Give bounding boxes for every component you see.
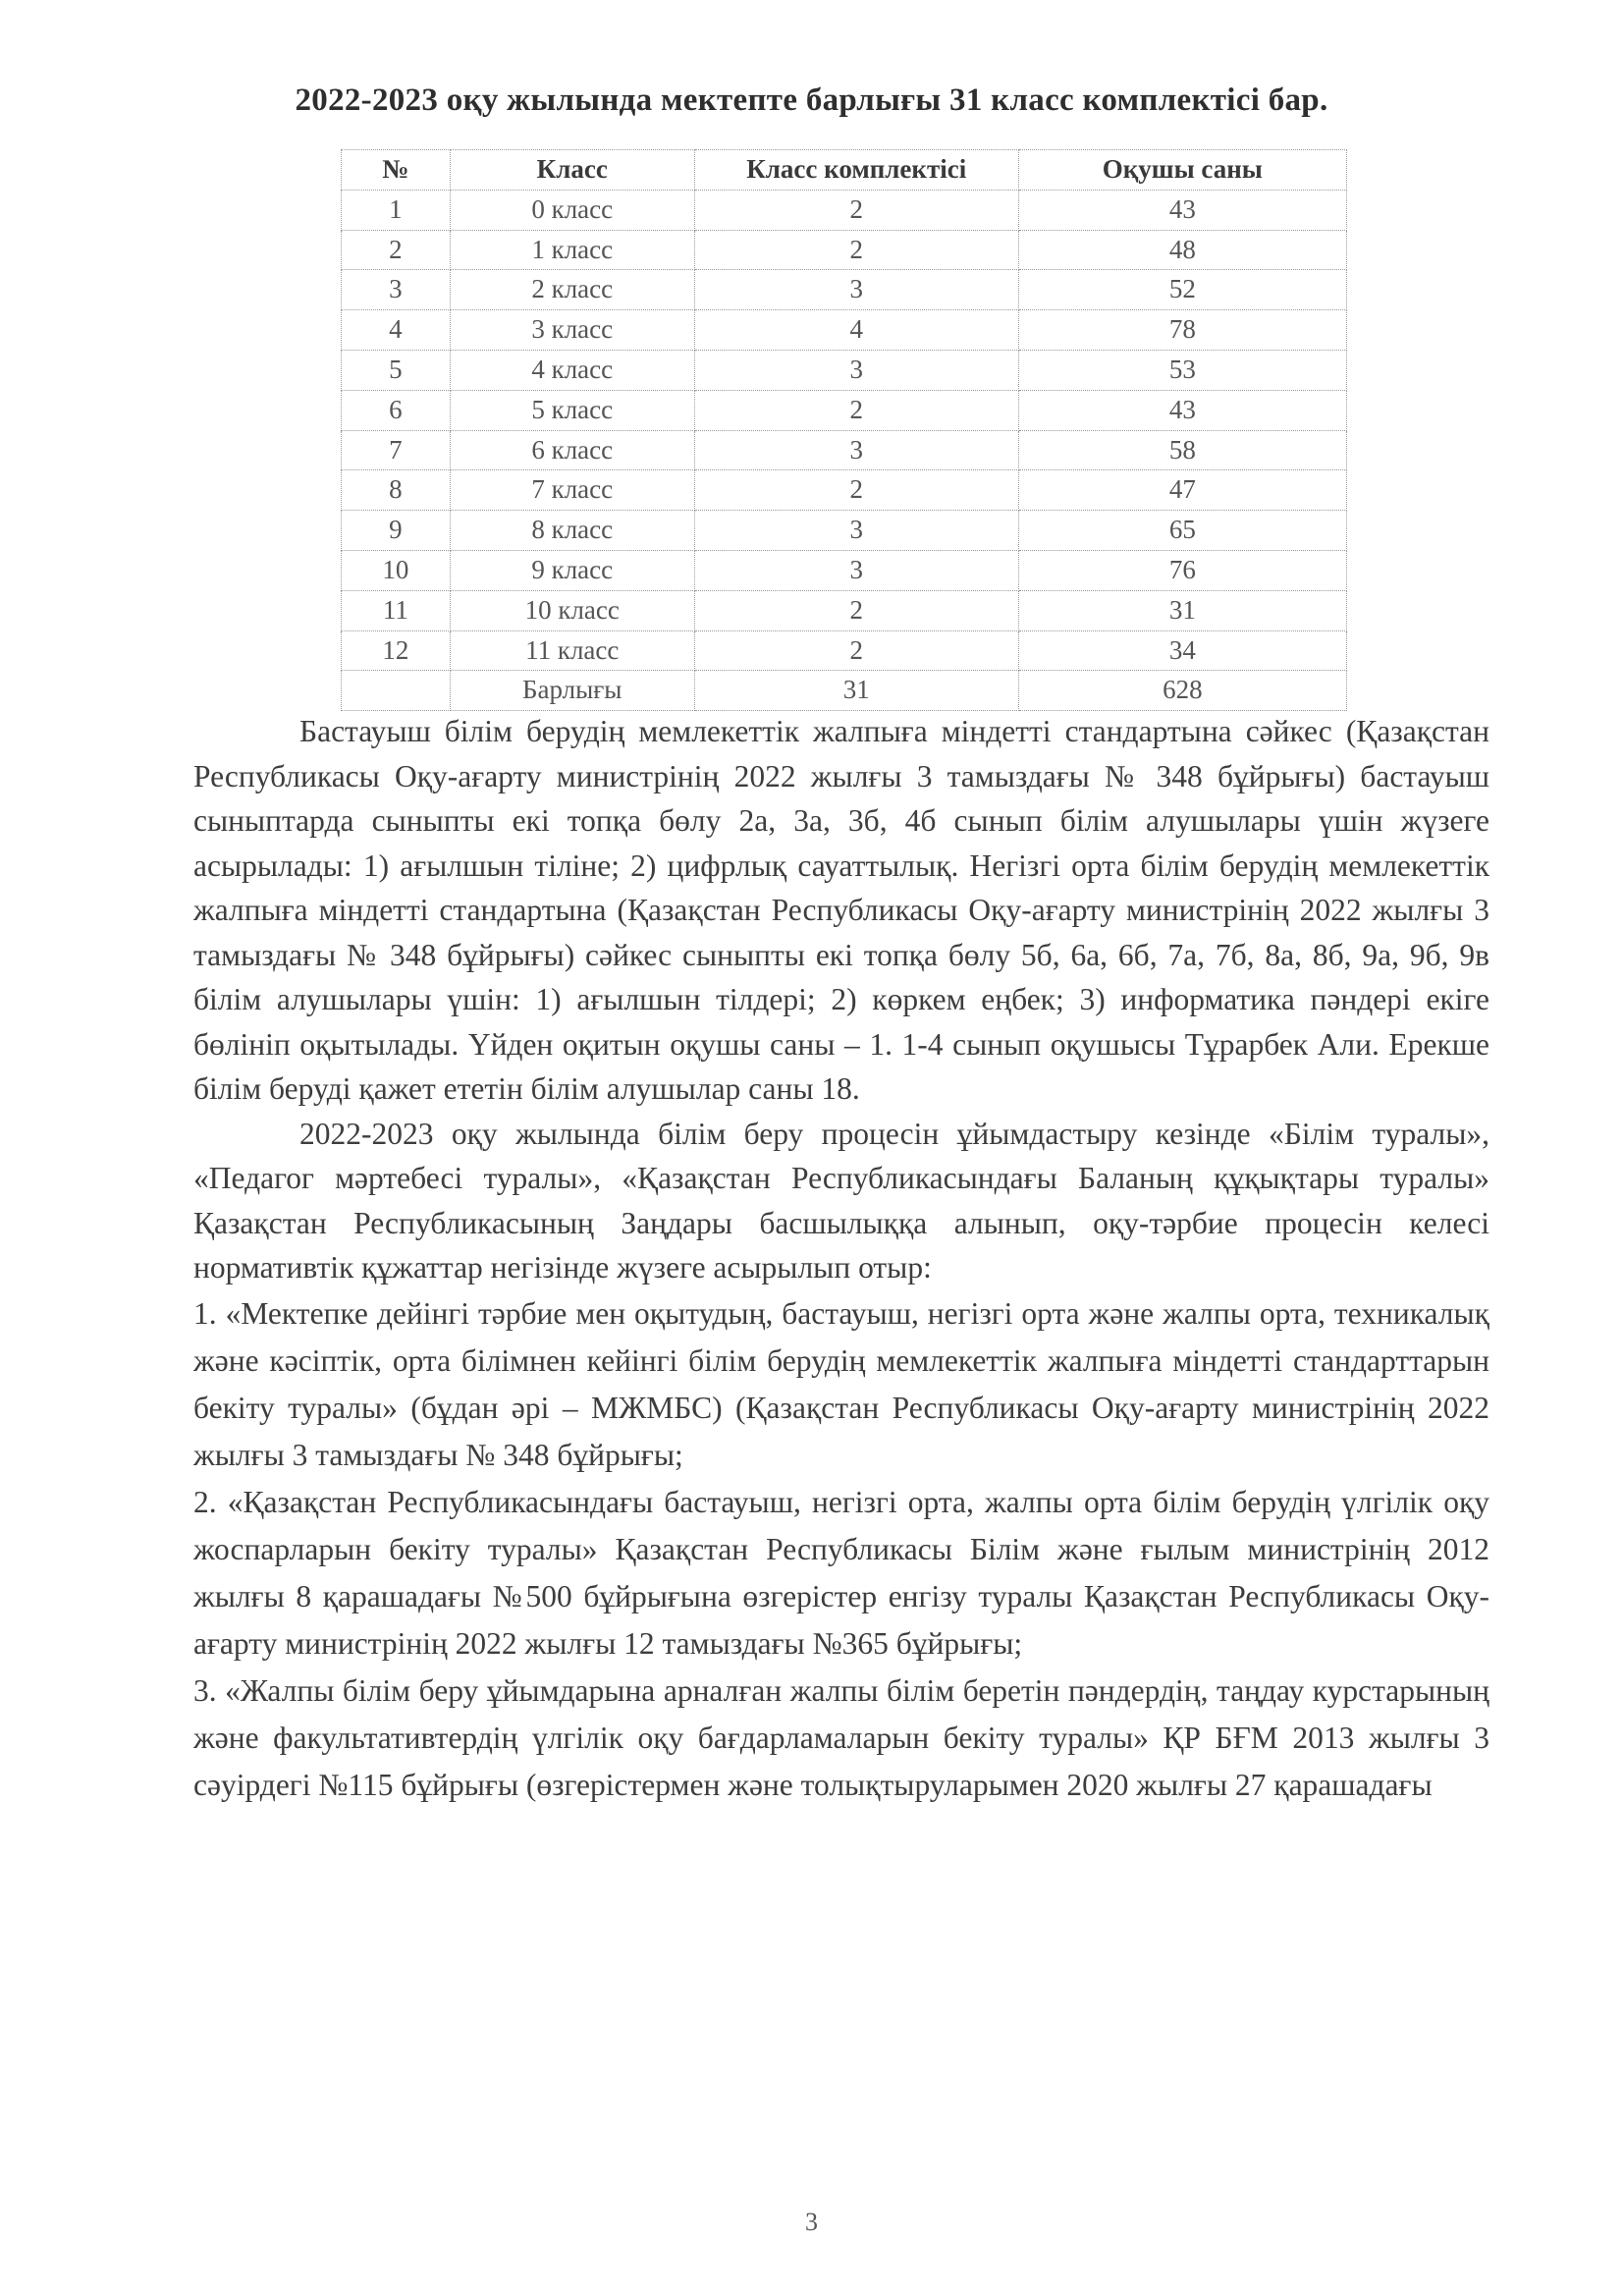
cell-student-count: 34 <box>1018 630 1346 671</box>
cell-class: 11 класс <box>450 630 694 671</box>
cell-class: 2 класс <box>450 270 694 310</box>
cell-student-count: 43 <box>1018 390 1346 430</box>
table-row <box>342 390 1347 430</box>
cell-number: 5 <box>342 350 451 390</box>
cell-number: 9 <box>342 511 451 551</box>
page-heading: 2022-2023 оқу жылында мектепте барлығы 31 класс комплектісі бар. <box>295 82 1328 118</box>
table-row <box>342 350 1347 390</box>
cell-class: 4 класс <box>450 350 694 390</box>
cell-student-count: 43 <box>1018 190 1346 230</box>
cell-number: 2 <box>342 230 451 270</box>
cell-student-count: 65 <box>1018 511 1346 551</box>
table-row <box>342 430 1347 470</box>
table-row <box>342 190 1347 230</box>
total-cell-number <box>342 671 451 711</box>
cell-number: 12 <box>342 630 451 671</box>
header-class: Класс <box>450 150 694 191</box>
cell-number: 8 <box>342 470 451 511</box>
cell-class: 8 класс <box>450 511 694 551</box>
cell-student-count: 78 <box>1018 310 1346 351</box>
class-table <box>341 149 1347 711</box>
cell-student-count: 53 <box>1018 350 1346 390</box>
table-row <box>342 550 1347 590</box>
cell-class: 1 класс <box>450 230 694 270</box>
cell-class-sets: 3 <box>694 511 1018 551</box>
cell-student-count: 58 <box>1018 430 1346 470</box>
table-row <box>342 270 1347 310</box>
cell-class: 9 класс <box>450 550 694 590</box>
cell-class: 6 класс <box>450 430 694 470</box>
cell-number: 11 <box>342 590 451 630</box>
cell-class: 3 класс <box>450 310 694 351</box>
cell-number: 3 <box>342 270 451 310</box>
cell-student-count: 31 <box>1018 590 1346 630</box>
header-number: № <box>342 150 451 191</box>
table-body <box>342 190 1347 710</box>
cell-class-sets: 2 <box>694 630 1018 671</box>
cell-class-sets: 3 <box>694 270 1018 310</box>
table-row <box>342 310 1347 351</box>
cell-class: 5 класс <box>450 390 694 430</box>
total-cell-student-count: 628 <box>1018 671 1346 711</box>
cell-class: 10 класс <box>450 590 694 630</box>
paragraph-legal-basis: 2022-2023 оқу жылында білім беру процесін ұйымдастыру кезінде «Білім туралы», «Педагог мәртебесі туралы», «Қазақстан Республикасындағы Баланың құқықтары туралы» Қазақстан Республикасының Заңдары басшылыққа алынып, оқу-тәрбие процесін келесі нормативтік құжаттар негізінде жүзеге асырылып отыр: <box>193 1116 1489 1285</box>
cell-class-sets: 4 <box>694 310 1018 351</box>
cell-number: 10 <box>342 550 451 590</box>
total-cell-class: Барлығы <box>450 671 694 711</box>
cell-number: 6 <box>342 390 451 430</box>
table-row <box>342 511 1347 551</box>
cell-student-count: 76 <box>1018 550 1346 590</box>
cell-class-sets: 3 <box>694 550 1018 590</box>
table-row <box>342 470 1347 511</box>
cell-student-count: 52 <box>1018 270 1346 310</box>
cell-number: 4 <box>342 310 451 351</box>
total-cell-class-sets: 31 <box>694 671 1018 711</box>
list-item-standards: 1. «Мектепке дейінгі тәрбие мен оқытудың, бастауыш, негізгі орта және жалпы орта, техникалық және кәсіптік, орта білімнен кейінгі білім берудің мемлекеттік жалпыға міндетті стандарттарын бекіту туралы» (бұдан әрі – МЖМБС) (Қазақстан Республикасы Оқу-ағарту министрінің 2022 жылғы 3 тамыздағы № 348 бұйрығы; <box>193 1295 1489 1472</box>
cell-class-sets: 2 <box>694 190 1018 230</box>
table-row <box>342 630 1347 671</box>
cell-number: 1 <box>342 190 451 230</box>
table-header-row <box>342 150 1347 191</box>
cell-class-sets: 2 <box>694 470 1018 511</box>
cell-class-sets: 3 <box>694 430 1018 470</box>
table-row <box>342 230 1347 270</box>
page-number: 3 <box>805 2208 818 2236</box>
cell-class-sets: 2 <box>694 390 1018 430</box>
list-item-curricula: 2. «Қазақстан Республикасындағы бастауыш, негізгі орта, жалпы орта білім берудің үлгілік оқу жоспарларын бекіту туралы» Қазақстан Республикасы Білім және ғылым министрінің 2012 жылғы 8 қарашадағы №500 бұйрығына өзгерістер енгізу туралы Қазақстан Республикасы Оқу-ағарту министрінің 2022 жылғы 12 тамыздағы №365 бұйрығы; <box>193 1484 1489 1661</box>
cell-student-count: 48 <box>1018 230 1346 270</box>
cell-number: 7 <box>342 430 451 470</box>
cell-class: 7 класс <box>450 470 694 511</box>
table-row <box>342 590 1347 630</box>
list-item-programs: 3. «Жалпы білім беру ұйымдарына арналған жалпы білім беретін пәндердің, таңдау курстарының және факультативтердің үлгілік оқу бағдарламаларын бекіту туралы» ҚР БҒМ 2013 жылғы 3 сәуірдегі №115 бұйрығы (өзгерістермен және толықтыруларымен 2020 жылғы 27 қарашадағы <box>193 1672 1489 1802</box>
table-total-row <box>342 671 1347 711</box>
paragraph-curriculum-groups: Бастауыш білім берудің мемлекеттік жалпыға міндетті стандартына сәйкес (Қазақстан Республикасы Оқу-ағарту министрінің 2022 жылғы 3 тамыздағы № 348 бұйрығы) бастауыш сыныптарда сыныпты екі топқа бөлу 2а, 3а, 3б, 4б сынып білім алушылары үшін жүзеге асырылады: 1) ағылшын тіліне; 2) цифрлық сауаттылық. Негізгі орта білім берудің мемлекеттік жалпыға міндетті стандартына (Қазақстан Республикасы Оқу-ағарту министрінің 2022 жылғы 3 тамыздағы № 348 бұйрығы) сәйкес сыныпты екі топқа бөлу 5б, 6а, 6б, 7а, 7б, 8а, 8б, 9а, 9б, 9в білім алушылары үшін: 1) ағылшын тілдері; 2) көркем еңбек; 3) информатика пәндері екіге бөлініп оқытылады. Үйден оқитын оқушы саны – 1. 1-4 сынып оқушысы Тұрарбек Али. Ерекше білім беруді қажет ететін білім алушылар саны 18. <box>193 714 1489 1106</box>
cell-student-count: 47 <box>1018 470 1346 511</box>
cell-class-sets: 2 <box>694 230 1018 270</box>
cell-class-sets: 3 <box>694 350 1018 390</box>
header-class-sets: Класс комплектісі <box>694 150 1018 191</box>
header-student-count: Оқушы саны <box>1018 150 1346 191</box>
cell-class: 0 класс <box>450 190 694 230</box>
body-text <box>193 709 1489 1809</box>
cell-class-sets: 2 <box>694 590 1018 630</box>
